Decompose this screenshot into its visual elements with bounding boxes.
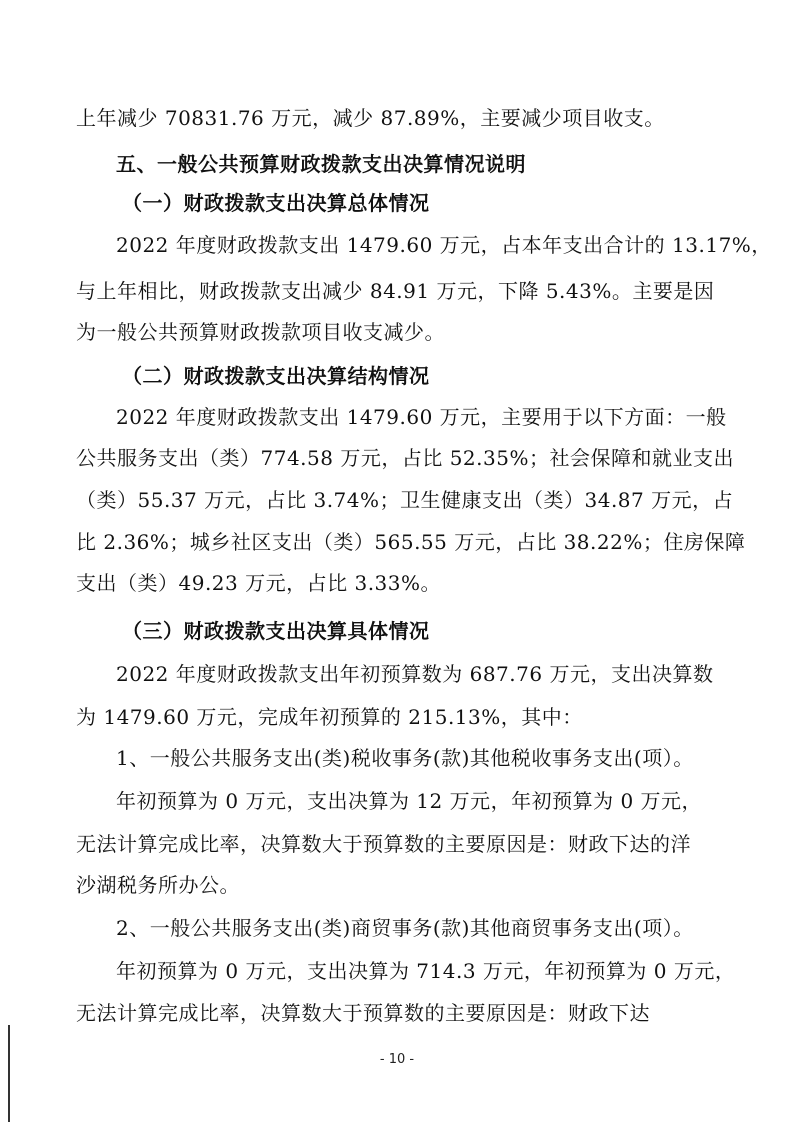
scan-edge-mark: [8, 1025, 10, 1122]
paragraph-line: 2022 年度财政拨款支出年初预算数为 687.76 万元，支出决算数: [116, 662, 714, 686]
subsection-heading: （二）财政拨款支出决算结构情况: [122, 364, 430, 388]
paragraph-line: 与上年相比，财政拨款支出减少 84.91 万元，下降 5.43%。主要是因: [76, 279, 715, 303]
paragraph-line: 无法计算完成比率，决算数大于预算数的主要原因是：财政下达的洋: [76, 832, 691, 856]
subsection-heading: （一）财政拨款支出决算总体情况: [122, 191, 430, 215]
paragraph-line: 无法计算完成比率，决算数大于预算数的主要原因是：财政下达: [76, 1001, 650, 1025]
subsection-heading: （三）财政拨款支出决算具体情况: [122, 619, 430, 643]
paragraph-line: （类）55.37 万元，占比 3.74%；卫生健康支出（类）34.87 万元，占: [76, 488, 734, 512]
paragraph-line: 沙湖税务所办公。: [76, 873, 240, 897]
paragraph-line: 公共服务支出（类）774.58 万元，占比 52.35%；社会保障和就业支出: [76, 446, 734, 470]
paragraph-line: 2022 年度财政拨款支出 1479.60 万元，占本年支出合计的 13.17%，: [116, 233, 772, 257]
paragraph-line: 年初预算为 0 万元，支出决算为 714.3 万元，年初预算为 0 万元，: [116, 959, 736, 983]
paragraph-line: 支出（类）49.23 万元，占比 3.33%。: [76, 571, 442, 595]
paragraph-line: 1、一般公共服务支出(类)税收事务(款)其他税收事务支出(项）。: [116, 746, 694, 770]
paragraph-line: 2、一般公共服务支出(类)商贸事务(款)其他商贸事务支出(项）。: [116, 916, 694, 940]
paragraph-line: 2022 年度财政拨款支出 1479.60 万元，主要用于以下方面：一般: [116, 405, 727, 429]
paragraph-line: 年初预算为 0 万元，支出决算为 12 万元，年初预算为 0 万元，: [116, 789, 703, 813]
page-number: - 10 -: [379, 1052, 415, 1067]
paragraph-line: 为一般公共预算财政拨款项目收支减少。: [76, 320, 445, 344]
paragraph-line: 上年减少 70831.76 万元，减少 87.89%，主要减少项目收支。: [76, 106, 665, 130]
paragraph-line: 比 2.36%；城乡社区支出（类）565.55 万元，占比 38.22%；住房保障: [76, 530, 746, 554]
section-heading: 五、一般公共预算财政拨款支出决算情况说明: [116, 152, 526, 176]
paragraph-line: 为 1479.60 万元，完成年初预算的 215.13%，其中：: [76, 705, 583, 729]
